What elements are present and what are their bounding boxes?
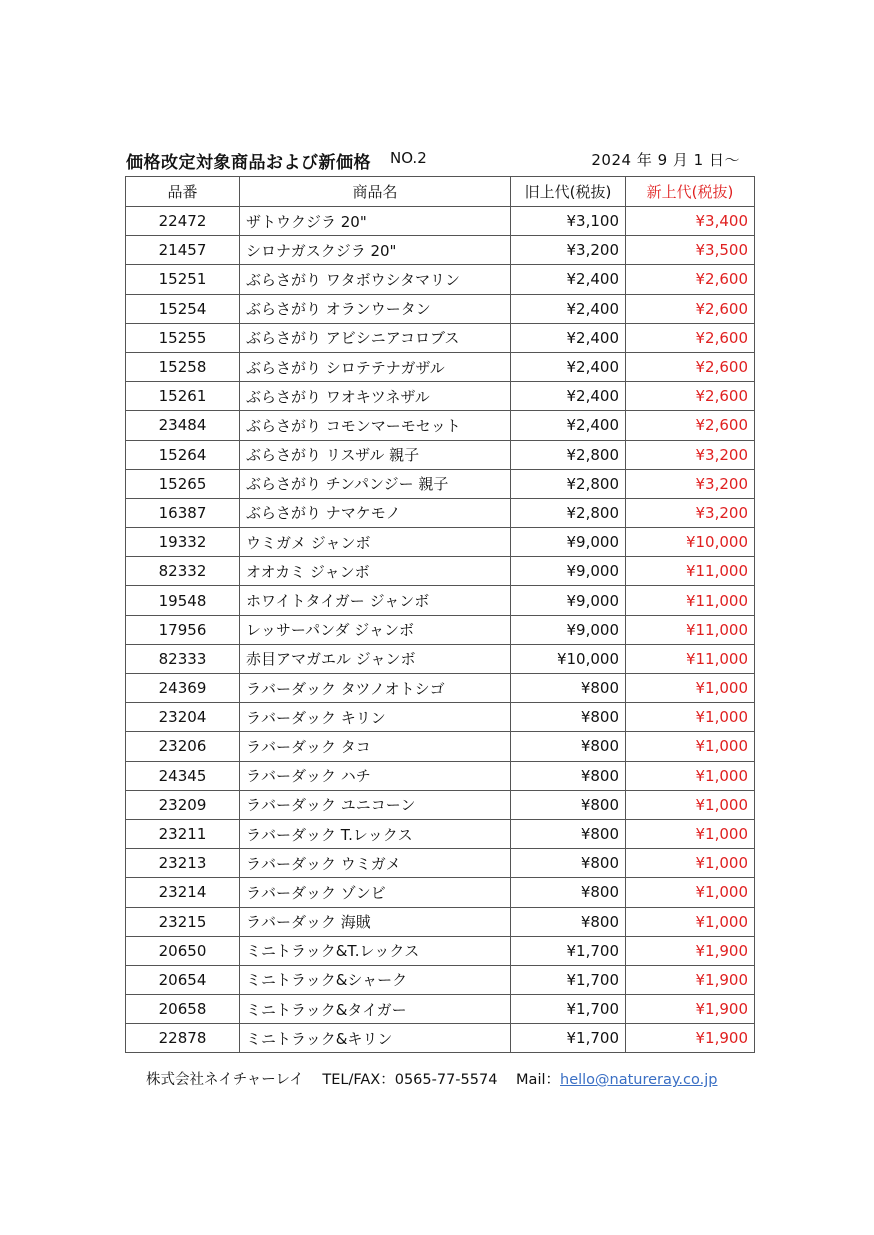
table-body	[126, 207, 755, 1053]
product-code-cell: 82333	[126, 644, 240, 673]
product-code-cell: 15255	[126, 323, 240, 352]
product-name-cell: ぶらさがり ワオキツネザル	[240, 382, 511, 411]
product-name-cell: ラバーダック ウミガメ	[240, 849, 511, 878]
company-name: 株式会社ネイチャーレイ	[146, 1072, 304, 1088]
product-name-cell: ラバーダック ゾンビ	[240, 878, 511, 907]
product-code-cell: 23484	[126, 411, 240, 440]
new-price-cell: ¥2,600	[626, 323, 755, 352]
table-row	[126, 936, 755, 965]
table-row	[126, 703, 755, 732]
product-code-cell: 82332	[126, 557, 240, 586]
old-price-cell: ¥2,400	[511, 323, 626, 352]
product-code-cell: 19332	[126, 528, 240, 557]
new-price-cell: ¥11,000	[626, 586, 755, 615]
table-row	[126, 528, 755, 557]
product-name-cell: ぶらさがり コモンマーモセット	[240, 411, 511, 440]
old-price-cell: ¥9,000	[511, 528, 626, 557]
header-old-price: 旧上代(税抜)	[511, 177, 626, 207]
table-row	[126, 995, 755, 1024]
product-name-cell: ぶらさがり ナマケモノ	[240, 498, 511, 527]
old-price-cell: ¥800	[511, 819, 626, 848]
table-row	[126, 440, 755, 469]
product-code-cell: 21457	[126, 236, 240, 265]
table-row	[126, 819, 755, 848]
product-code-cell: 15254	[126, 294, 240, 323]
contact-footer	[146, 1068, 717, 1089]
new-price-cell: ¥1,000	[626, 674, 755, 703]
table-row	[126, 732, 755, 761]
product-name-cell: ラバーダック キリン	[240, 703, 511, 732]
product-code-cell: 15261	[126, 382, 240, 411]
new-price-cell: ¥3,400	[626, 207, 755, 236]
old-price-cell: ¥3,100	[511, 207, 626, 236]
product-name-cell: ウミガメ ジャンボ	[240, 528, 511, 557]
old-price-cell: ¥1,700	[511, 995, 626, 1024]
table-row	[126, 557, 755, 586]
new-price-cell: ¥2,600	[626, 294, 755, 323]
new-price-cell: ¥1,900	[626, 936, 755, 965]
old-price-cell: ¥800	[511, 703, 626, 732]
table-row	[126, 1024, 755, 1053]
product-code-cell: 15264	[126, 440, 240, 469]
product-name-cell: ラバーダック 海賊	[240, 907, 511, 936]
product-code-cell: 23214	[126, 878, 240, 907]
product-code-cell: 23211	[126, 819, 240, 848]
new-price-cell: ¥1,000	[626, 878, 755, 907]
new-price-cell: ¥2,600	[626, 352, 755, 381]
old-price-cell: ¥1,700	[511, 1024, 626, 1053]
old-price-cell: ¥800	[511, 878, 626, 907]
table-row	[126, 761, 755, 790]
new-price-cell: ¥3,200	[626, 440, 755, 469]
old-price-cell: ¥3,200	[511, 236, 626, 265]
old-price-cell: ¥2,800	[511, 469, 626, 498]
product-code-cell: 20650	[126, 936, 240, 965]
product-name-cell: ラバーダック ユニコーン	[240, 790, 511, 819]
new-price-cell: ¥3,500	[626, 236, 755, 265]
old-price-cell: ¥2,400	[511, 265, 626, 294]
table-row	[126, 265, 755, 294]
table-header-row	[126, 177, 755, 207]
new-price-cell: ¥2,600	[626, 411, 755, 440]
old-price-cell: ¥800	[511, 761, 626, 790]
product-name-cell: ぶらさがり リスザル 親子	[240, 440, 511, 469]
table-row	[126, 352, 755, 381]
table-row	[126, 644, 755, 673]
table-row	[126, 411, 755, 440]
document-title: 価格改定対象商品および新価格	[126, 153, 371, 173]
new-price-cell: ¥1,000	[626, 819, 755, 848]
product-code-cell: 23204	[126, 703, 240, 732]
new-price-cell: ¥3,200	[626, 498, 755, 527]
header-product-code: 品番	[126, 177, 240, 207]
table-row	[126, 878, 755, 907]
table-row	[126, 674, 755, 703]
tel-fax: TEL/FAX：0565-77-5574	[322, 1072, 498, 1088]
product-name-cell: ぶらさがり オランウータン	[240, 294, 511, 323]
old-price-cell: ¥2,400	[511, 294, 626, 323]
new-price-cell: ¥1,900	[626, 995, 755, 1024]
old-price-cell: ¥1,700	[511, 965, 626, 994]
product-code-cell: 24345	[126, 761, 240, 790]
new-price-cell: ¥11,000	[626, 557, 755, 586]
product-name-cell: ミニトラック&T.レックス	[240, 936, 511, 965]
old-price-cell: ¥9,000	[511, 615, 626, 644]
product-code-cell: 23213	[126, 849, 240, 878]
product-code-cell: 23209	[126, 790, 240, 819]
product-name-cell: ぶらさがり アビシニアコロブス	[240, 323, 511, 352]
table-row	[126, 207, 755, 236]
product-code-cell: 15265	[126, 469, 240, 498]
old-price-cell: ¥800	[511, 732, 626, 761]
product-name-cell: オオカミ ジャンボ	[240, 557, 511, 586]
table-row	[126, 382, 755, 411]
product-code-cell: 15251	[126, 265, 240, 294]
new-price-cell: ¥1,900	[626, 1024, 755, 1053]
product-name-cell: ぶらさがり ワタボウシタマリン	[240, 265, 511, 294]
old-price-cell: ¥1,700	[511, 936, 626, 965]
new-price-cell: ¥1,900	[626, 965, 755, 994]
table-row	[126, 294, 755, 323]
new-price-cell: ¥2,600	[626, 265, 755, 294]
product-name-cell: ミニトラック&キリン	[240, 1024, 511, 1053]
new-price-cell: ¥1,000	[626, 849, 755, 878]
new-price-cell: ¥11,000	[626, 644, 755, 673]
new-price-cell: ¥10,000	[626, 528, 755, 557]
new-price-cell: ¥2,600	[626, 382, 755, 411]
old-price-cell: ¥9,000	[511, 557, 626, 586]
product-code-cell: 22878	[126, 1024, 240, 1053]
table-row	[126, 586, 755, 615]
old-price-cell: ¥9,000	[511, 586, 626, 615]
new-price-cell: ¥1,000	[626, 761, 755, 790]
old-price-cell: ¥800	[511, 907, 626, 936]
new-price-cell: ¥1,000	[626, 907, 755, 936]
product-code-cell: 17956	[126, 615, 240, 644]
product-name-cell: ラバーダック ハチ	[240, 761, 511, 790]
header-new-price: 新上代(税抜)	[626, 177, 755, 207]
table-row	[126, 323, 755, 352]
product-name-cell: ぶらさがり シロテテナガザル	[240, 352, 511, 381]
effective-date: 2024 年 9 月 1 日〜	[591, 151, 740, 169]
table-row	[126, 615, 755, 644]
product-code-cell: 22472	[126, 207, 240, 236]
header-product-name: 商品名	[240, 177, 511, 207]
old-price-cell: ¥800	[511, 849, 626, 878]
product-name-cell: レッサーパンダ ジャンボ	[240, 615, 511, 644]
table-row	[126, 907, 755, 936]
new-price-cell: ¥3,200	[626, 469, 755, 498]
product-code-cell: 24369	[126, 674, 240, 703]
product-code-cell: 23215	[126, 907, 240, 936]
old-price-cell: ¥10,000	[511, 644, 626, 673]
product-code-cell: 20654	[126, 965, 240, 994]
old-price-cell: ¥2,800	[511, 498, 626, 527]
product-name-cell: ミニトラック&シャーク	[240, 965, 511, 994]
old-price-cell: ¥2,800	[511, 440, 626, 469]
new-price-cell: ¥1,000	[626, 790, 755, 819]
table-row	[126, 469, 755, 498]
product-code-cell: 23206	[126, 732, 240, 761]
old-price-cell: ¥2,400	[511, 352, 626, 381]
product-code-cell: 16387	[126, 498, 240, 527]
product-code-cell: 20658	[126, 995, 240, 1024]
old-price-cell: ¥2,400	[511, 411, 626, 440]
product-name-cell: ミニトラック&タイガー	[240, 995, 511, 1024]
table-row	[126, 498, 755, 527]
product-name-cell: ラバーダック タツノオトシゴ	[240, 674, 511, 703]
new-price-cell: ¥11,000	[626, 615, 755, 644]
product-name-cell: ホワイトタイガー ジャンボ	[240, 586, 511, 615]
email-link[interactable]: hello@natureray.co.jp	[560, 1072, 718, 1088]
new-price-cell: ¥1,000	[626, 732, 755, 761]
product-name-cell: ザトウクジラ 20"	[240, 207, 511, 236]
table-row	[126, 236, 755, 265]
product-code-cell: 15258	[126, 352, 240, 381]
product-name-cell: ラバーダック T.レックス	[240, 819, 511, 848]
product-name-cell: ぶらさがり チンパンジー 親子	[240, 469, 511, 498]
old-price-cell: ¥800	[511, 790, 626, 819]
new-price-cell: ¥1,000	[626, 703, 755, 732]
mail-label: Mail：	[516, 1072, 560, 1088]
old-price-cell: ¥800	[511, 674, 626, 703]
product-code-cell: 19548	[126, 586, 240, 615]
document-header	[126, 148, 754, 172]
price-table	[125, 176, 755, 1053]
table-row	[126, 849, 755, 878]
old-price-cell: ¥2,400	[511, 382, 626, 411]
product-name-cell: シロナガスクジラ 20"	[240, 236, 511, 265]
product-name-cell: ラバーダック タコ	[240, 732, 511, 761]
product-name-cell: 赤目アマガエル ジャンボ	[240, 644, 511, 673]
document-number: NO.2	[390, 149, 427, 167]
table-row	[126, 965, 755, 994]
table-row	[126, 790, 755, 819]
